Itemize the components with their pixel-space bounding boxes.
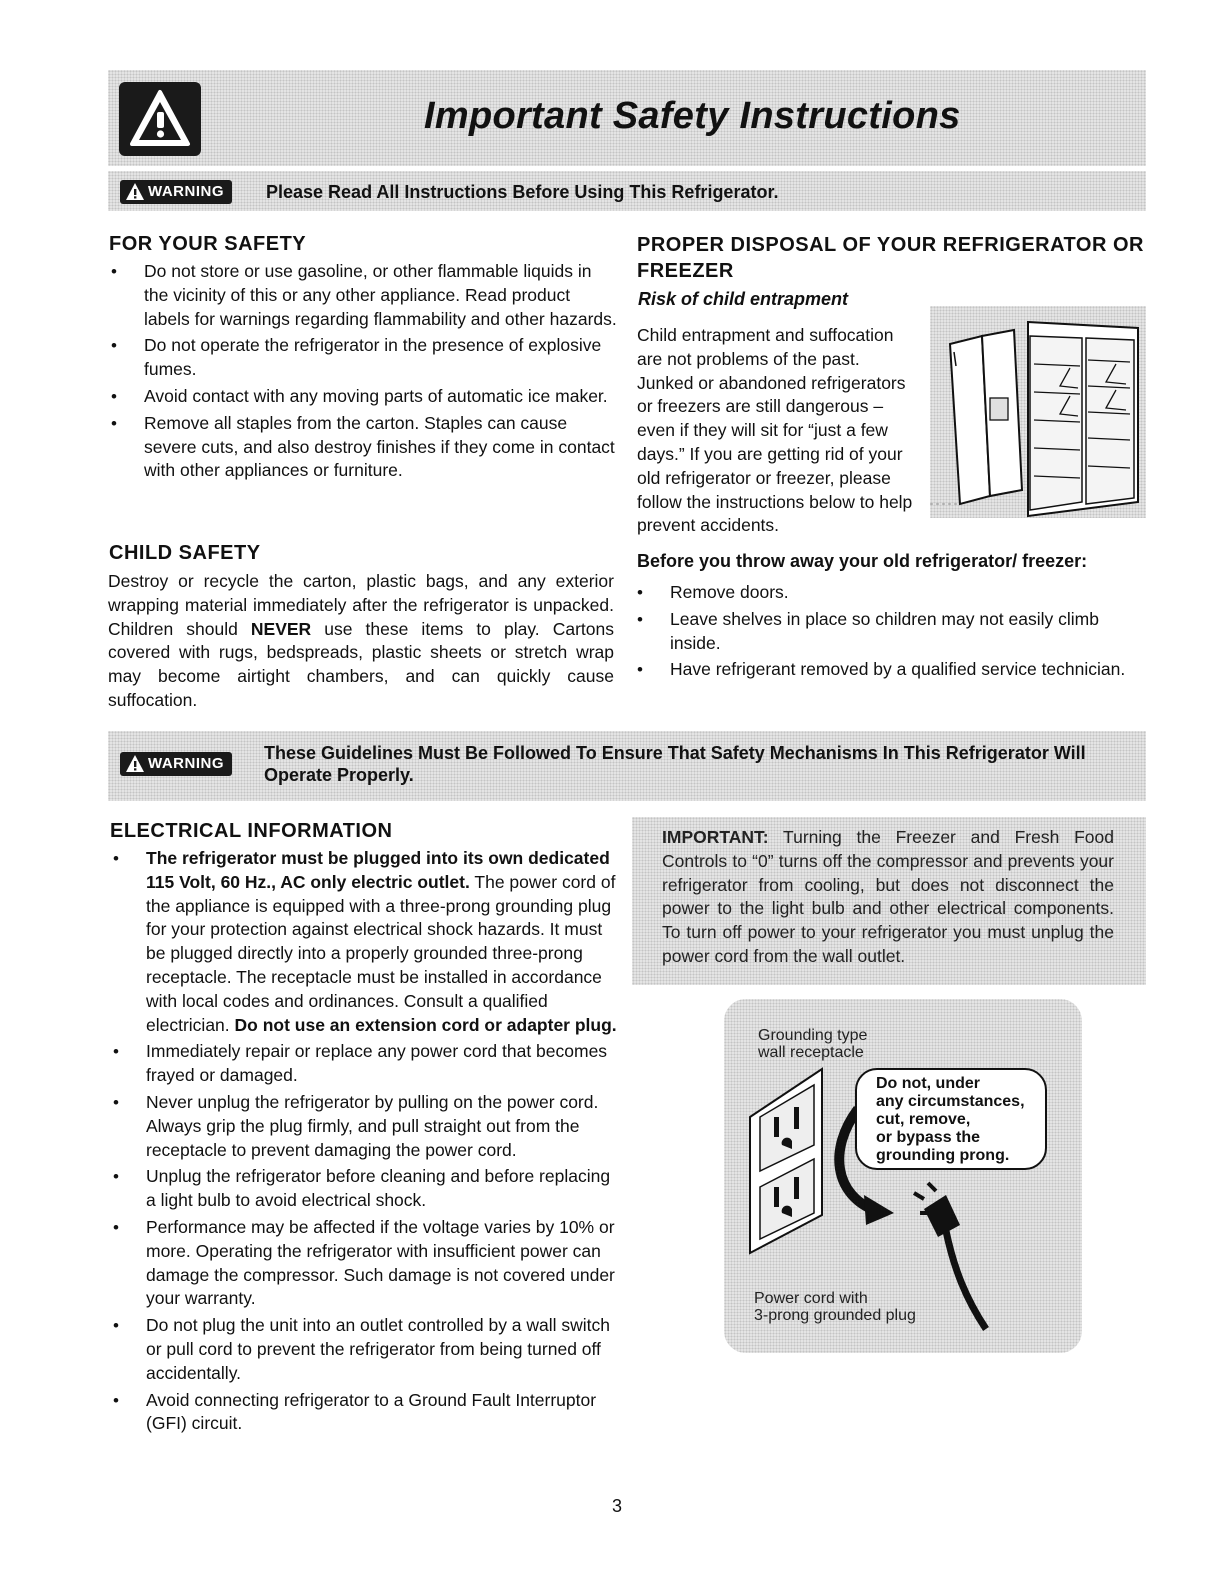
disposal-subheading: Risk of child entrapment <box>638 289 849 309</box>
list-item: • Avoid contact with any moving parts of automatic ice maker. <box>108 385 618 409</box>
warning-message: These Guidelines Must Be Followed To Ensure That Safety Mechanisms In This Refrigerator Will Operate Properly. <box>264 743 1086 785</box>
warning-message: Please Read All Instructions Before Using This Refrigerator. <box>266 182 779 202</box>
important-note: IMPORTANT: Turning the Freezer and Fresh Food Controls to “0” turns off the compressor and prevents your refrigerator from cooling, but does not disconnect the power to the light bulb and other electrical components. To turn off power to your refrigerator you must unplug the power cord from the wall outlet. <box>662 827 1114 966</box>
power-cord-label: Power cord with 3-prong grounded plug <box>754 1290 916 1324</box>
section-heading-electrical: ELECTRICAL INFORMATION <box>110 820 393 842</box>
refrigerator-icon <box>930 306 1146 518</box>
section-heading-disposal: PROPER DISPOSAL OF YOUR REFRIGERATOR OR FREEZER <box>637 234 1144 282</box>
page-title: Important Safety Instructions <box>424 95 961 137</box>
list-item: • Leave shelves in place so children may not easily climb inside. <box>634 608 1146 656</box>
warning-badge <box>120 180 232 204</box>
list-item: • Immediately repair or replace any power cord that becomes frayed or damaged. <box>110 1040 622 1088</box>
receptacle-label: Grounding type wall receptacle <box>758 1027 868 1061</box>
warning-badge <box>120 752 232 776</box>
list-item: • Remove all staples from the carton. Staples can cause severe cuts, and also destroy finishes if they come in contact with other appliances or furniture. <box>108 412 618 483</box>
section-heading-for-your-safety: FOR YOUR SAFETY <box>109 233 307 255</box>
before-disposal-heading: Before you throw away your old refrigerator/ freezer: <box>637 551 1088 571</box>
list-item: • Do not plug the unit into an outlet controlled by a wall switch or pull cord to prevent the refrigerator from being turned off accidentally. <box>110 1314 622 1385</box>
list-item: • Have refrigerant removed by a qualified service technician. <box>634 658 1146 682</box>
safety-list <box>108 260 618 486</box>
never-emphasis: NEVER <box>250 618 312 639</box>
list-item: • Performance may be affected if the voltage varies by 10% or more. Operating the refrigerator with insufficient power can damage the compressor. Such damage is not covered under your warranty. <box>110 1216 622 1311</box>
warning-icon <box>125 182 145 202</box>
page-number: 3 <box>612 1496 623 1516</box>
child-safety-text: Destroy or recycle the carton, plastic bags, and any exterior wrapping material immediately after the refrigerator is unpacked. Children should NEVER use these items to play. Cartons covered with rugs, bedspreads, plastic sheets or stretch wrap may become airtight chambers, and can quickly cause suffocation. <box>108 571 614 710</box>
list-item: • Avoid connecting refrigerator to a Ground Fault Interruptor (GFI) circuit. <box>110 1389 622 1437</box>
list-item: • The refrigerator must be plugged into its own dedicated 115 Volt, 60 Hz., AC only electric outlet. The power cord of the appliance is equipped with a three-prong grounding plug for your protection against electrical shock hazards. It must be plugged directly into a properly grounded three-prong receptacle. The receptacle must be installed in accordance with local codes and ordinances. Consult a qualified electrician. Do not use an extension cord or adapter plug. <box>110 847 622 1037</box>
section-heading-child-safety: CHILD SAFETY <box>109 542 261 564</box>
warning-icon <box>125 754 145 774</box>
disposal-list <box>634 581 1146 685</box>
disposal-text: Child entrapment and suffocation are not problems of the past. Junked or abandoned refrigerators or freezers are still dangerous – even if they will sit for “just a few days.” If you are getting rid of your old refrigerator or freezer, please follow the instructions below to help prevent accidents. <box>637 325 913 536</box>
list-item: • Never unplug the refrigerator by pulling on the power cord. Always grip the plug firmly, and pull straight out from the receptacle to prevent damaging the power cord. <box>110 1091 622 1162</box>
warning-triangle-icon <box>119 82 201 156</box>
list-item: • Unplug the refrigerator before cleaning and before replacing a light bulb to avoid electrical shock. <box>110 1165 622 1213</box>
list-item: • Remove doors. <box>634 581 1146 605</box>
prong-warning-text: Do not, under any circumstances, cut, remove, or bypass the grounding prong. <box>876 1075 1025 1164</box>
refrigerator-illustration <box>930 306 1146 518</box>
list-item: • Do not store or use gasoline, or other flammable liquids in the vicinity of this or any other appliance. Read product labels for warnings regarding flammability and other hazards. <box>108 260 618 331</box>
list-item: • Do not operate the refrigerator in the presence of explosive fumes. <box>108 334 618 382</box>
electrical-list <box>110 847 622 1439</box>
warning-badge-label: WARNING <box>148 755 224 772</box>
warning-badge-label: WARNING <box>148 183 224 200</box>
